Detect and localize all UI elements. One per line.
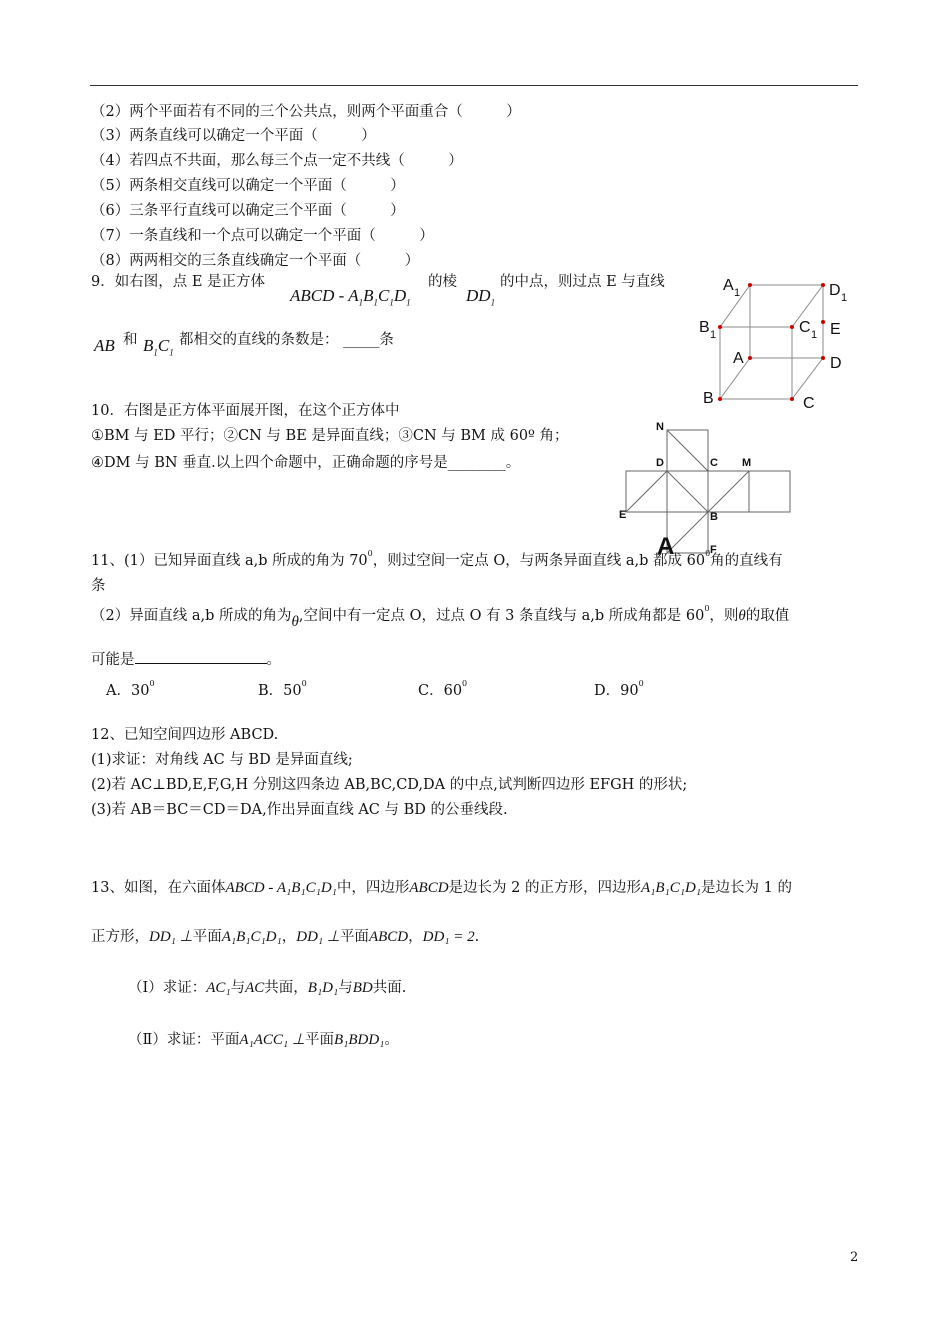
cube-label-E: E xyxy=(830,321,841,338)
q9-text-c: 的中点，则过点 E 与直线 xyxy=(500,274,665,290)
q8-item-5: （5）两条相交直线可以确定一个平面（ ） xyxy=(91,178,405,194)
q12-part1: (1)求证：对角线 AC 与 BD 是异面直线; xyxy=(91,752,353,768)
cube-label-B1: B xyxy=(699,319,710,336)
q13-line2: 正方形，DD₁ ⊥平面A₁B₁C₁D₁，DD₁ ⊥平面ABCD，DD₁ = 2. xyxy=(91,929,480,945)
q11-option-b[interactable]: B．$50^0$ xyxy=(258,679,307,699)
q11-option-d[interactable]: D．$90^0$ xyxy=(594,679,644,699)
cube-label-C1: C xyxy=(799,319,811,336)
q9-text-a: 9．如右图，点 E 是正方体 xyxy=(91,274,266,290)
q12-part2: (2)若 AC⊥BD,E,F,G,H 分别这四条边 AB,BC,CD,DA 的中点,试判断四边形 EFGH 的形状; xyxy=(91,777,688,793)
header-rule xyxy=(90,85,858,86)
q9-ab: AB xyxy=(94,336,115,355)
q12-title: 12、已知空间四边形 ABCD. xyxy=(91,727,279,743)
q11-answer-blank[interactable] xyxy=(135,649,267,664)
net-label-M: M xyxy=(742,457,752,469)
svg-text:1: 1 xyxy=(841,292,848,304)
net-label-D: D xyxy=(656,457,664,469)
q10-answer-blank[interactable]: ________ xyxy=(447,455,506,471)
cube-label-A1: A xyxy=(723,277,734,294)
q9-answer-blank[interactable]: _____ xyxy=(343,332,380,348)
q9-edge: $DD_1$ xyxy=(466,286,496,308)
net-label-B: B xyxy=(710,511,718,523)
q9-text-b: 的棱 xyxy=(428,274,457,290)
q11-line3: 可能是 。 xyxy=(91,648,281,669)
q9-and: 和 xyxy=(123,332,138,348)
cube-label-C: C xyxy=(803,395,815,410)
q9-b1c1: $B_1C_1$ xyxy=(143,336,174,358)
cube-label-B: B xyxy=(703,390,714,407)
q8-item-3: （3）两条直线可以确定一个平面（ ） xyxy=(91,128,376,144)
page-number: 2 xyxy=(850,1250,859,1265)
cube-figure xyxy=(695,270,865,410)
q8-item-6: （6）三条平行直线可以确定三个平面（ ） xyxy=(91,203,405,219)
q13-part1: （Ⅰ）求证：AC₁与AC共面，B₁D₁与BD共面. xyxy=(128,980,407,996)
q13-part2: （Ⅱ）求证：平面A₁ACC₁ ⊥平面B₁BDD₁。 xyxy=(128,1032,399,1048)
q11-line1: 11、(1）已知异面直线 a,b 所成的角为 $70^0$，则过空间一定点 O，与两条异面直线 a,b 都成 $60^0$角的直线有 xyxy=(91,549,783,569)
svg-text:1: 1 xyxy=(710,329,717,341)
q8-item-8: （8）两两相交的三条直线确定一个平面（ ） xyxy=(91,253,420,269)
q10-line2: ①BM 与 ED 平行；②CN 与 BE 是异面直线；③CN 与 BM 成 60º 角； xyxy=(91,428,569,444)
q10-line1: 10．右图是正方体平面展开图，在这个正方体中 xyxy=(91,403,400,419)
net-label-E: E xyxy=(619,509,627,521)
svg-text:1: 1 xyxy=(734,287,741,299)
q8-item-7: （7）一条直线和一个点可以确定一个平面（ ） xyxy=(91,228,434,244)
q11-line2: （2）异面直线 a,b 所成的角为θ,空间中有一定点 O，过点 O 有 3 条直线与 a,b 所成角都是 $60^0$，则θ的取值 xyxy=(91,604,790,630)
q11-option-c[interactable]: C．$60^0$ xyxy=(418,679,468,699)
q9-text-2: 都相交的直线的条数是： _____条 xyxy=(179,332,394,348)
q8-item-2: （2）两个平面若有不同的三个公共点，则两个平面重合（ ） xyxy=(91,104,521,120)
q10-line3: ④DM 与 BN 垂直.以上四个命题中，正确命题的序号是________。 xyxy=(91,455,521,471)
svg-text:1: 1 xyxy=(811,329,818,341)
q11-line1-cont: 条 xyxy=(91,578,106,594)
q9-cube-name: ABCD - $A_1B_1C_1D_1$ xyxy=(290,286,411,308)
net-label-C: C xyxy=(710,457,718,469)
cube-label-D1: D xyxy=(829,282,841,299)
q11-option-a[interactable]: A．$30^0$ xyxy=(106,679,155,699)
net-label-N: N xyxy=(656,421,664,433)
q13-line1: 13、如图，在六面体ABCD - A₁B₁C₁D₁中，四边形ABCD是边长为 2 的正方形，四边形A₁B₁C₁D₁是边长为 1 的 xyxy=(91,880,792,896)
q8-item-4: （4）若四点不共面，那么每三个点一定不共线（ ） xyxy=(91,153,463,169)
cube-net-figure xyxy=(615,420,800,560)
q12-part3: (3)若 AB＝BC＝CD＝DA,作出异面直线 AC 与 BD 的公垂线段. xyxy=(91,802,508,818)
cube-label-A: A xyxy=(733,350,744,367)
net-label-A: A xyxy=(657,533,675,560)
cube-label-D: D xyxy=(830,355,842,372)
net-label-F: F xyxy=(710,544,717,556)
